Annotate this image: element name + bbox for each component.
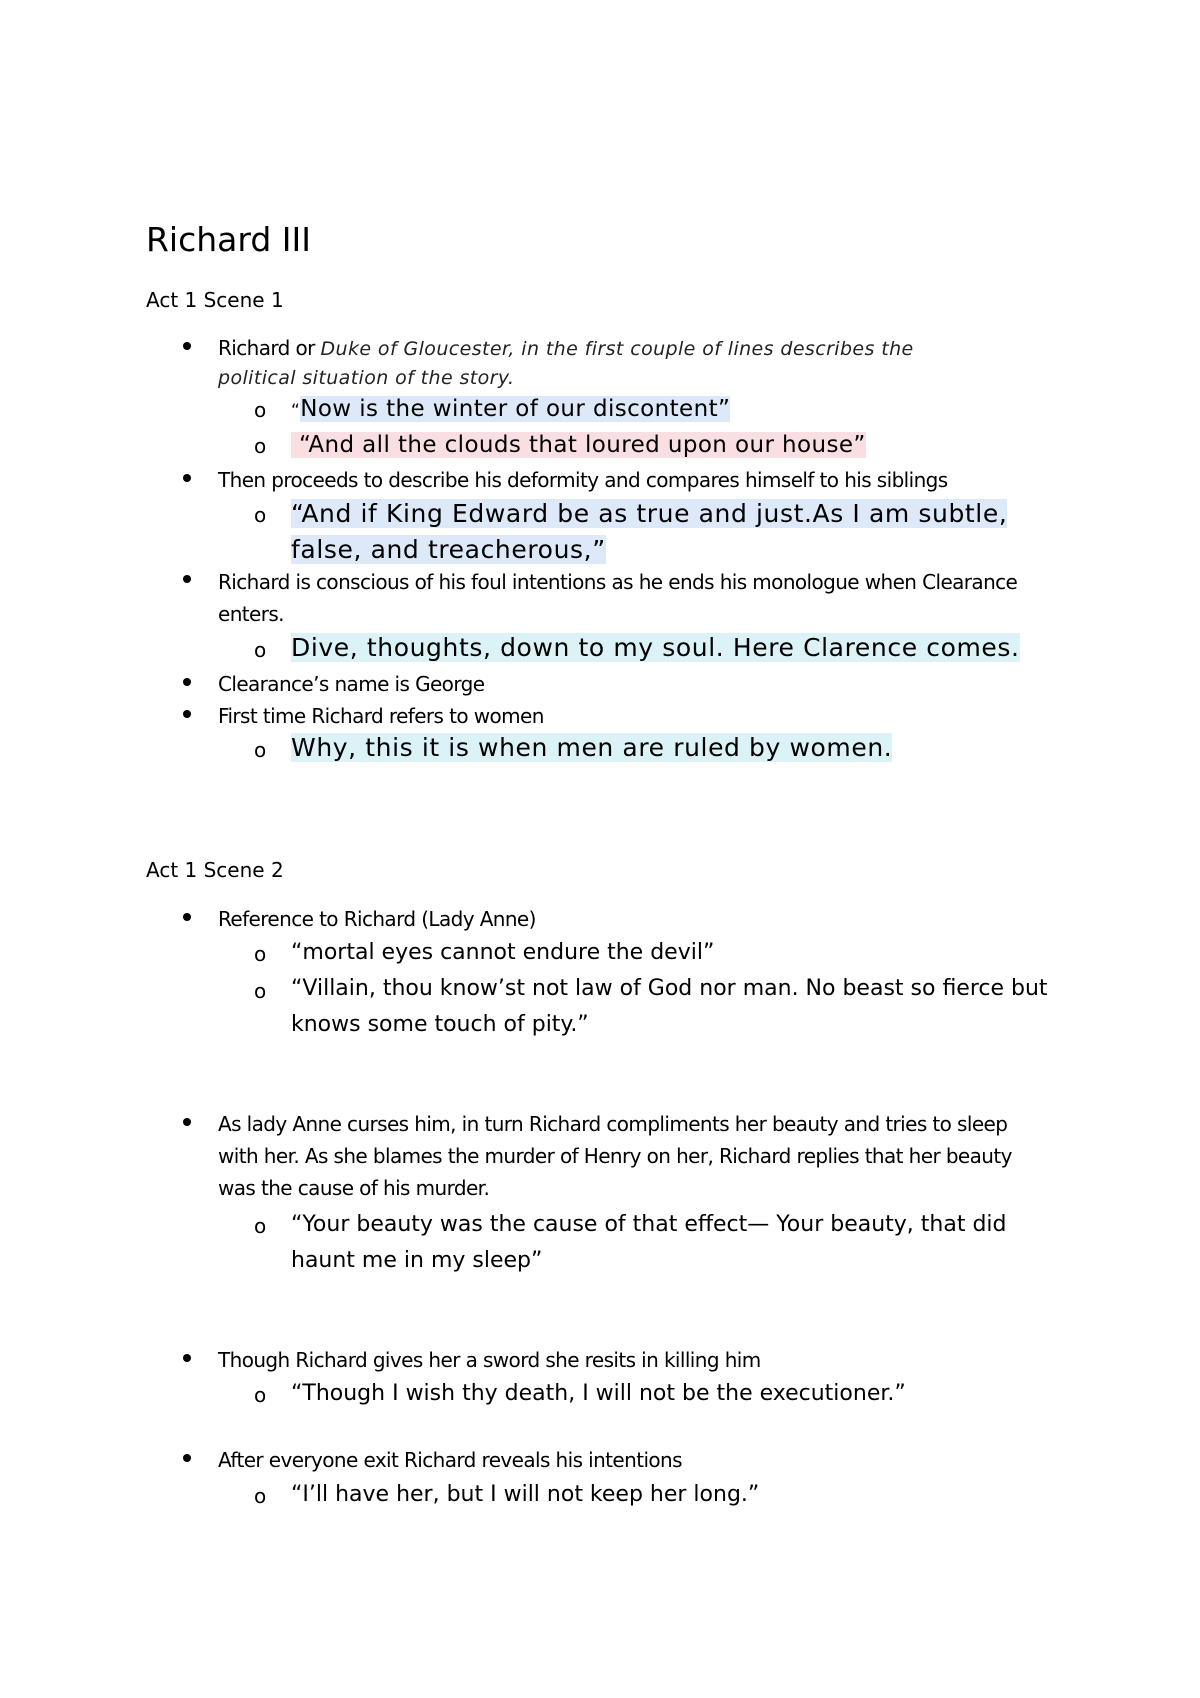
- quote: “Though I wish thy death, I will not be the executioner.”: [291, 1381, 906, 1406]
- list-item: First time Richard refers to women: [218, 704, 544, 728]
- sub-bullet-marker: o: [254, 398, 267, 422]
- list-item: Richard is conscious of his foul intentions as he ends his monologue when Clearance: [218, 570, 1018, 594]
- bullet-marker: [183, 1118, 191, 1126]
- bullet-marker: [183, 474, 191, 482]
- sub-bullet-marker: o: [254, 638, 267, 662]
- quote: [291, 496, 1007, 532]
- quote-open-mark: “: [291, 401, 301, 421]
- list-item-continuation: [218, 361, 515, 394]
- sub-bullet-marker: o: [254, 942, 267, 966]
- list-item: Though Richard gives her a sword she resits in killing him: [218, 1348, 761, 1372]
- highlighted-quote: Now is the winter of our discontent”: [300, 396, 731, 422]
- bullet-marker: [183, 678, 191, 686]
- list-item-continuation: enters.: [218, 602, 284, 626]
- section-heading-act1-scene2: Act 1 Scene 2: [146, 858, 284, 882]
- bullet-marker: [183, 710, 191, 718]
- bullet-marker: [183, 575, 191, 583]
- list-item: Then proceeds to describe his deformity and compares himself to his siblings: [218, 468, 948, 492]
- quote-continuation: knows some touch of pity.”: [291, 1012, 589, 1037]
- bullet-label: Richard or: [218, 336, 321, 360]
- quote: [291, 730, 892, 766]
- bullet-marker: [183, 1354, 191, 1362]
- quote: “mortal eyes cannot endure the devil”: [291, 940, 715, 965]
- bullet-italic-text: Duke of Gloucester, in the first couple of lines describes the: [320, 338, 914, 360]
- sub-bullet-marker: o: [254, 503, 267, 527]
- list-item: As lady Anne curses him, in turn Richard compliments her beauty and tries to sleep: [218, 1112, 1008, 1136]
- quote: [291, 427, 866, 463]
- bullet-italic-text: political situation of the story.: [218, 367, 515, 389]
- list-item: After everyone exit Richard reveals his intentions: [218, 1448, 682, 1472]
- bullet-marker: [183, 913, 191, 921]
- bullet-marker: [183, 1454, 191, 1462]
- quote-continuation: haunt me in my sleep”: [291, 1248, 543, 1273]
- highlighted-quote: Why, this it is when men are ruled by women.: [291, 733, 893, 762]
- quote: [291, 630, 1020, 666]
- highlighted-quote: Dive, thoughts, down to my soul. Here Clarence comes.: [291, 633, 1020, 662]
- list-item: Reference to Richard (Lady Anne): [218, 907, 536, 931]
- highlighted-quote: “And if King Edward be as true and just.As I am subtle,: [291, 499, 1008, 528]
- highlighted-quote: false, and treacherous,”: [291, 535, 606, 564]
- quote: “Your beauty was the cause of that effect— Your beauty, that did: [291, 1212, 1007, 1237]
- quote-continuation: [291, 532, 606, 568]
- quote: “Villain, thou know’st not law of God nor man. No beast so fierce but: [291, 976, 1048, 1001]
- sub-bullet-marker: o: [254, 1484, 267, 1508]
- sub-bullet-marker: o: [254, 1383, 267, 1407]
- quote: [291, 391, 730, 429]
- highlighted-quote: “And all the clouds that loured upon our house”: [291, 432, 866, 458]
- sub-bullet-marker: o: [254, 1214, 267, 1238]
- sub-bullet-marker: o: [254, 979, 267, 1003]
- bullet-marker: [183, 342, 191, 350]
- list-item: Clearance’s name is George: [218, 672, 485, 696]
- sub-bullet-marker: o: [254, 738, 267, 762]
- list-item-continuation: was the cause of his murder.: [218, 1176, 490, 1200]
- sub-bullet-marker: o: [254, 434, 267, 458]
- section-heading-act1-scene1: Act 1 Scene 1: [146, 288, 284, 312]
- document-title: Richard III: [146, 220, 311, 259]
- quote: “I’ll have her, but I will not keep her long.”: [291, 1482, 760, 1507]
- list-item-continuation: with her. As she blames the murder of Henry on her, Richard replies that her beauty: [218, 1144, 1012, 1168]
